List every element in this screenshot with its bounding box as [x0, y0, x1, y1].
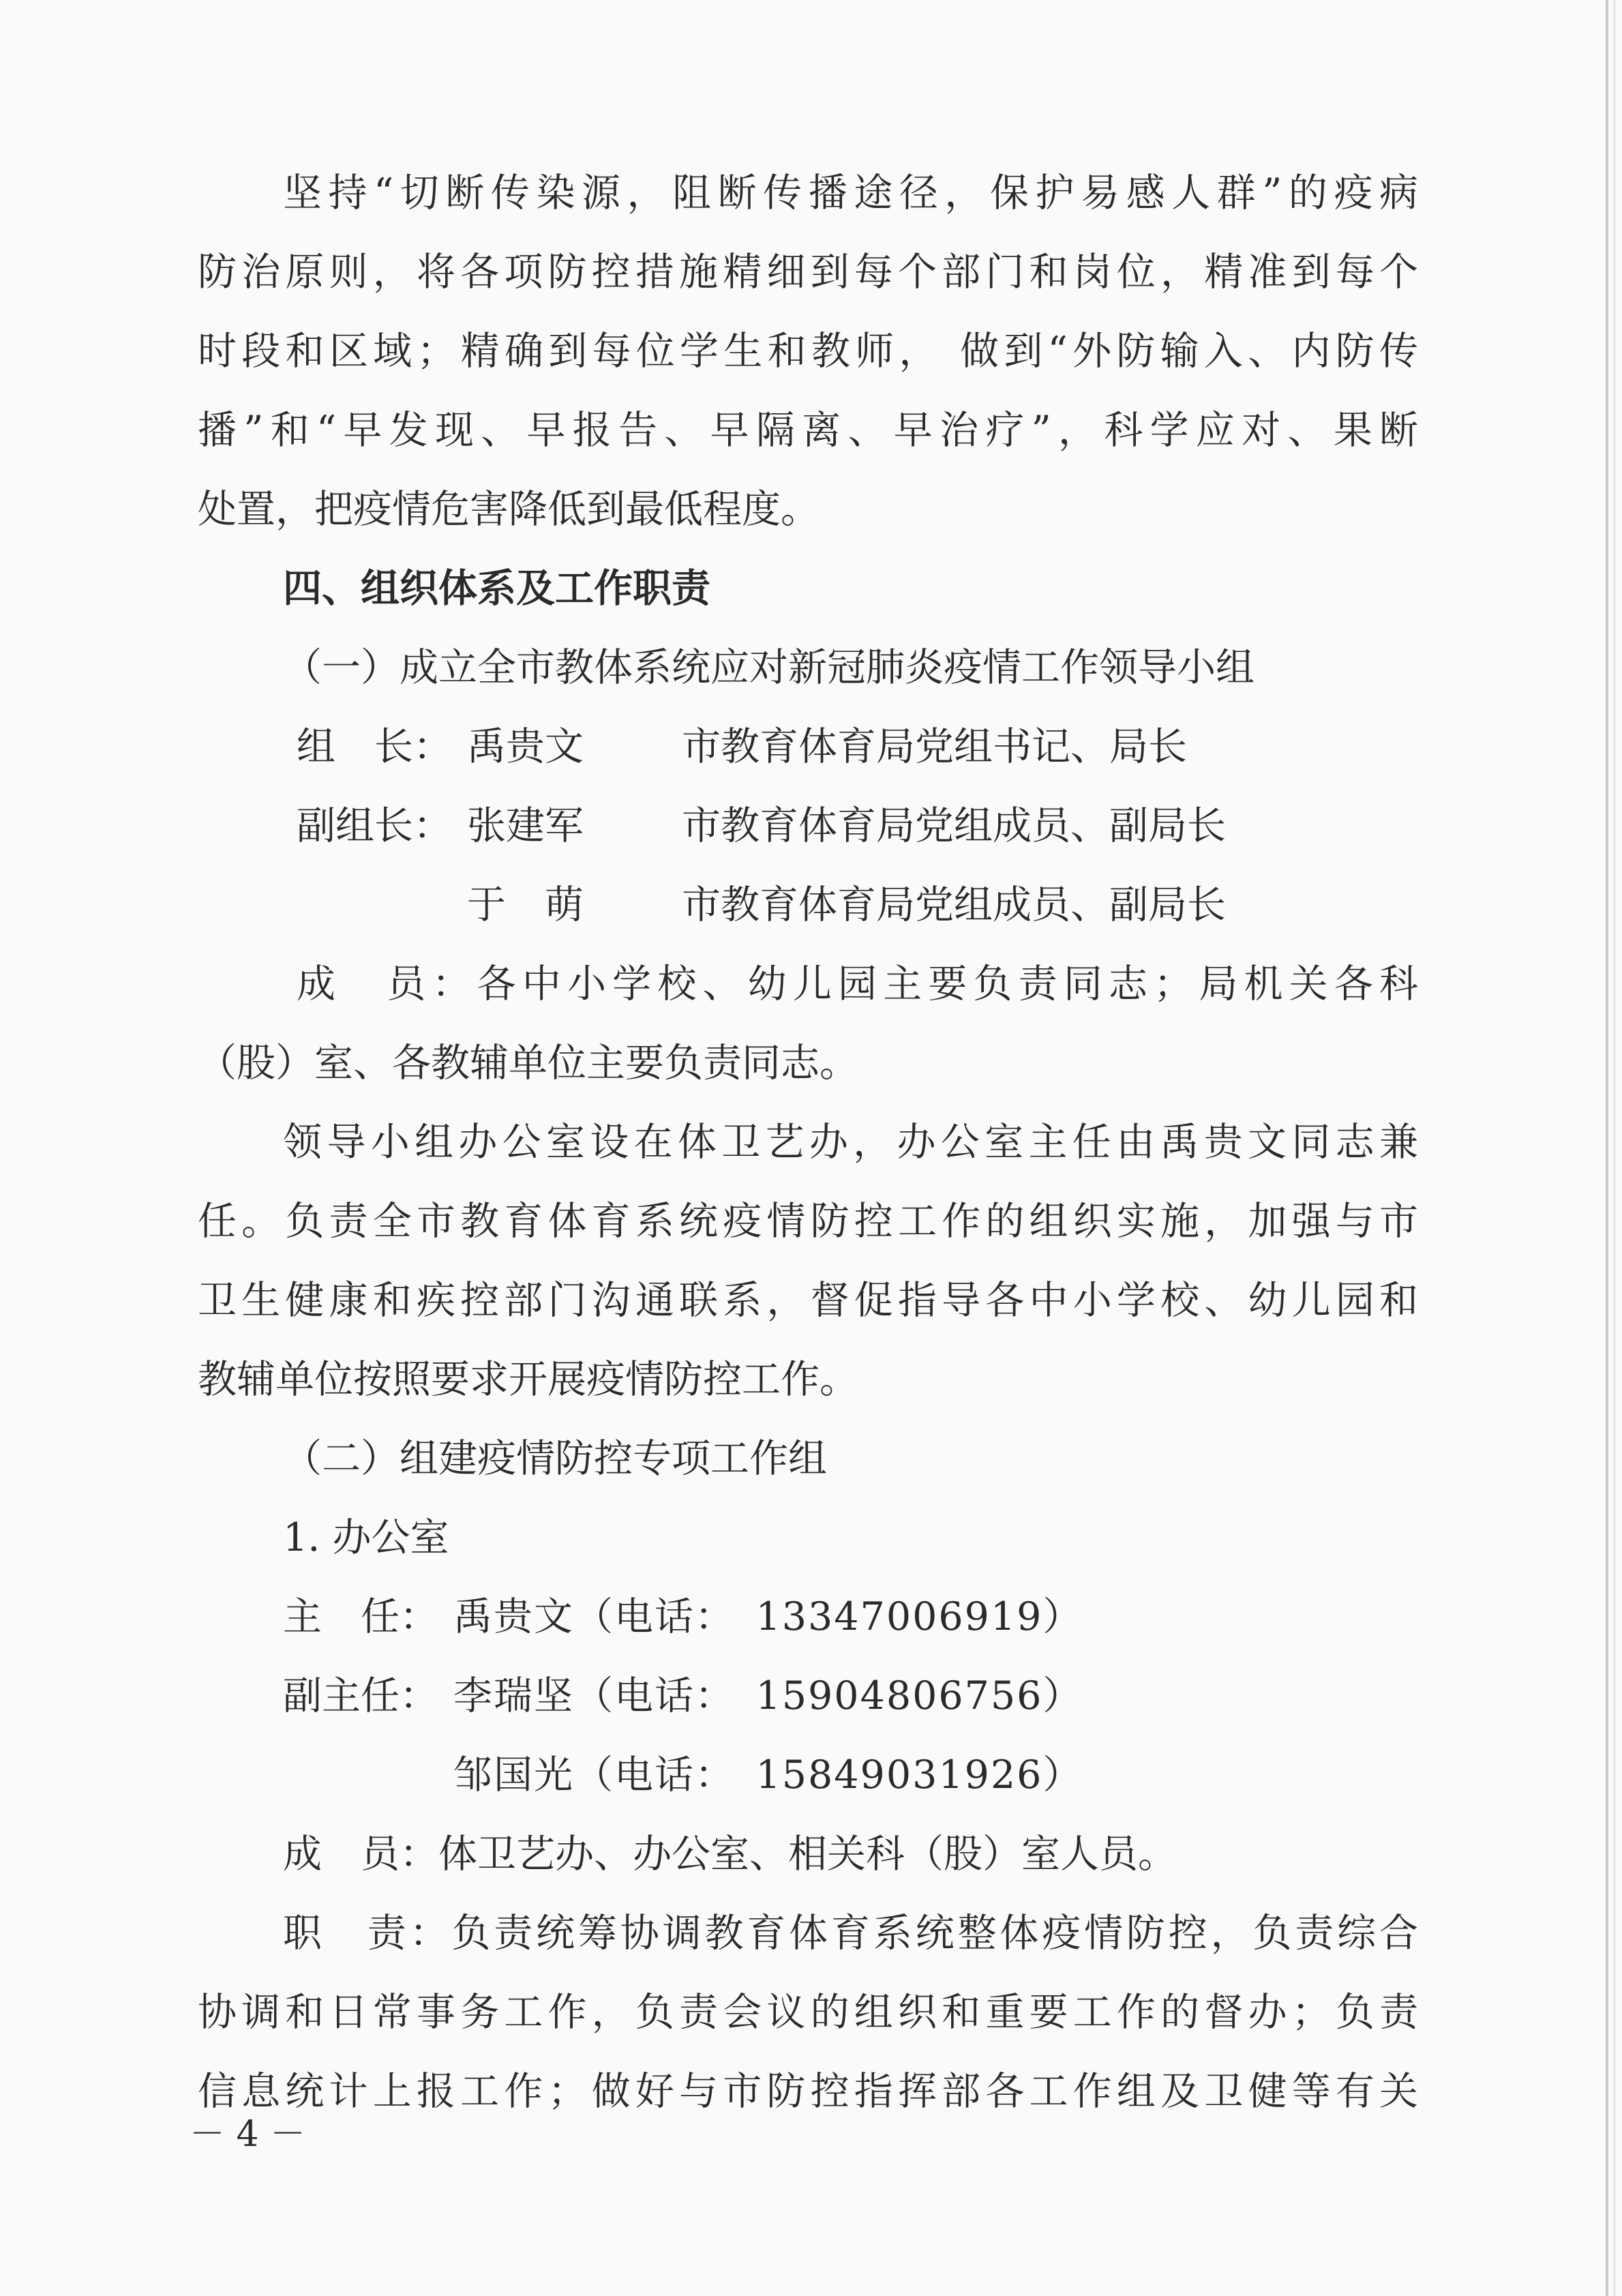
- text-line: 处置，把疫情危害降低到最低程度。: [198, 487, 820, 532]
- deputy-label: 副组长：: [297, 803, 452, 848]
- leader-title: 市教育体育局党组书记、局长: [682, 724, 1187, 769]
- body-text: [198, 153, 1418, 2131]
- text-line: 信息统计上报工作；做好与市防控指挥部各工作组及卫健等有关: [198, 2069, 1418, 2114]
- text-line: 播”和“早发现、早报告、早隔离、早治疗”，科学应对、果断: [198, 408, 1418, 453]
- director-label: 主 任：: [283, 1594, 438, 1639]
- office-paragraph: [198, 1103, 1418, 1419]
- text-line: 防治原则，将各项防控措施精细到每个部门和岗位，精准到每个: [198, 250, 1418, 295]
- director-row: [198, 1577, 1418, 1656]
- deputy2-row: [198, 865, 1418, 944]
- duty-paragraph: [198, 1894, 1418, 2131]
- text-line: （股）室、各教辅单位主要负责同志。: [198, 1041, 858, 1086]
- text-line: 时段和区域；精确到每位学生和教师， 做到“外防输入、内防传: [198, 329, 1418, 374]
- text-line: 卫生健康和疾控部门沟通联系，督促指导各中小学校、幼儿园和: [198, 1278, 1418, 1323]
- vice-director-contact: 李瑞坚（电话： 15904806756）: [453, 1673, 1083, 1718]
- deputy-row: [198, 786, 1418, 865]
- text-line: 职 责：负责统筹协调教育体育系统整体疫情防控，负责综合: [283, 1911, 1418, 1956]
- director-contact: 禹贵文（电话： 13347006919）: [453, 1594, 1083, 1639]
- paragraph-principle: [198, 153, 1418, 549]
- members-paragraph: [198, 944, 1418, 1103]
- section-heading: 四、组织体系及工作职责: [283, 566, 710, 611]
- subsection-title: （二）组建疫情防控专项工作组: [283, 1436, 827, 1481]
- text-line: 教辅单位按照要求开展疫情防控工作。: [198, 1357, 858, 1402]
- text-line: 任。负责全市教育体育系统疫情防控工作的组织实施，加强与市: [198, 1199, 1418, 1244]
- deputy-title: 市教育体育局党组成员、副局长: [682, 803, 1226, 848]
- page-edge-shadow: [1606, 0, 1608, 2296]
- deputy2-name: 于 萌: [467, 882, 584, 927]
- subsection-title: （一）成立全市教体系统应对新冠肺炎疫情工作领导小组: [283, 645, 1255, 690]
- deputy2-title: 市教育体育局党组成员、副局长: [682, 882, 1226, 927]
- vice-director-label: 副主任：: [283, 1673, 438, 1718]
- deputy-name: 张建军: [467, 803, 584, 848]
- leader-name: 禹贵文: [467, 724, 584, 769]
- item-title: 1. 办公室: [283, 1515, 449, 1560]
- page-number: － 4 －: [190, 2114, 306, 2155]
- vice-director2-row: [198, 1735, 1418, 1815]
- vice-director2-contact: 邹国光（电话： 15849031926）: [453, 1753, 1083, 1798]
- vice-director-row: [198, 1656, 1418, 1735]
- text-line: 领导小组办公室设在体卫艺办，办公室主任由禹贵文同志兼: [283, 1120, 1418, 1165]
- leader-row: [198, 707, 1418, 786]
- text-line: 协调和日常事务工作，负责会议的组织和重要工作的督办；负责: [198, 1990, 1418, 2035]
- text-line: 坚持“切断传染源，阻断传播途径，保护易感人群”的疫病: [283, 170, 1418, 215]
- page-edge-line: [1614, 0, 1615, 2296]
- text-line: 成 员：各中小学校、幼儿园主要负责同志；局机关各科: [297, 961, 1418, 1007]
- office-members: 成 员：体卫艺办、办公室、相关科（股）室人员。: [283, 1832, 1177, 1877]
- leader-label: 组 长：: [297, 724, 452, 769]
